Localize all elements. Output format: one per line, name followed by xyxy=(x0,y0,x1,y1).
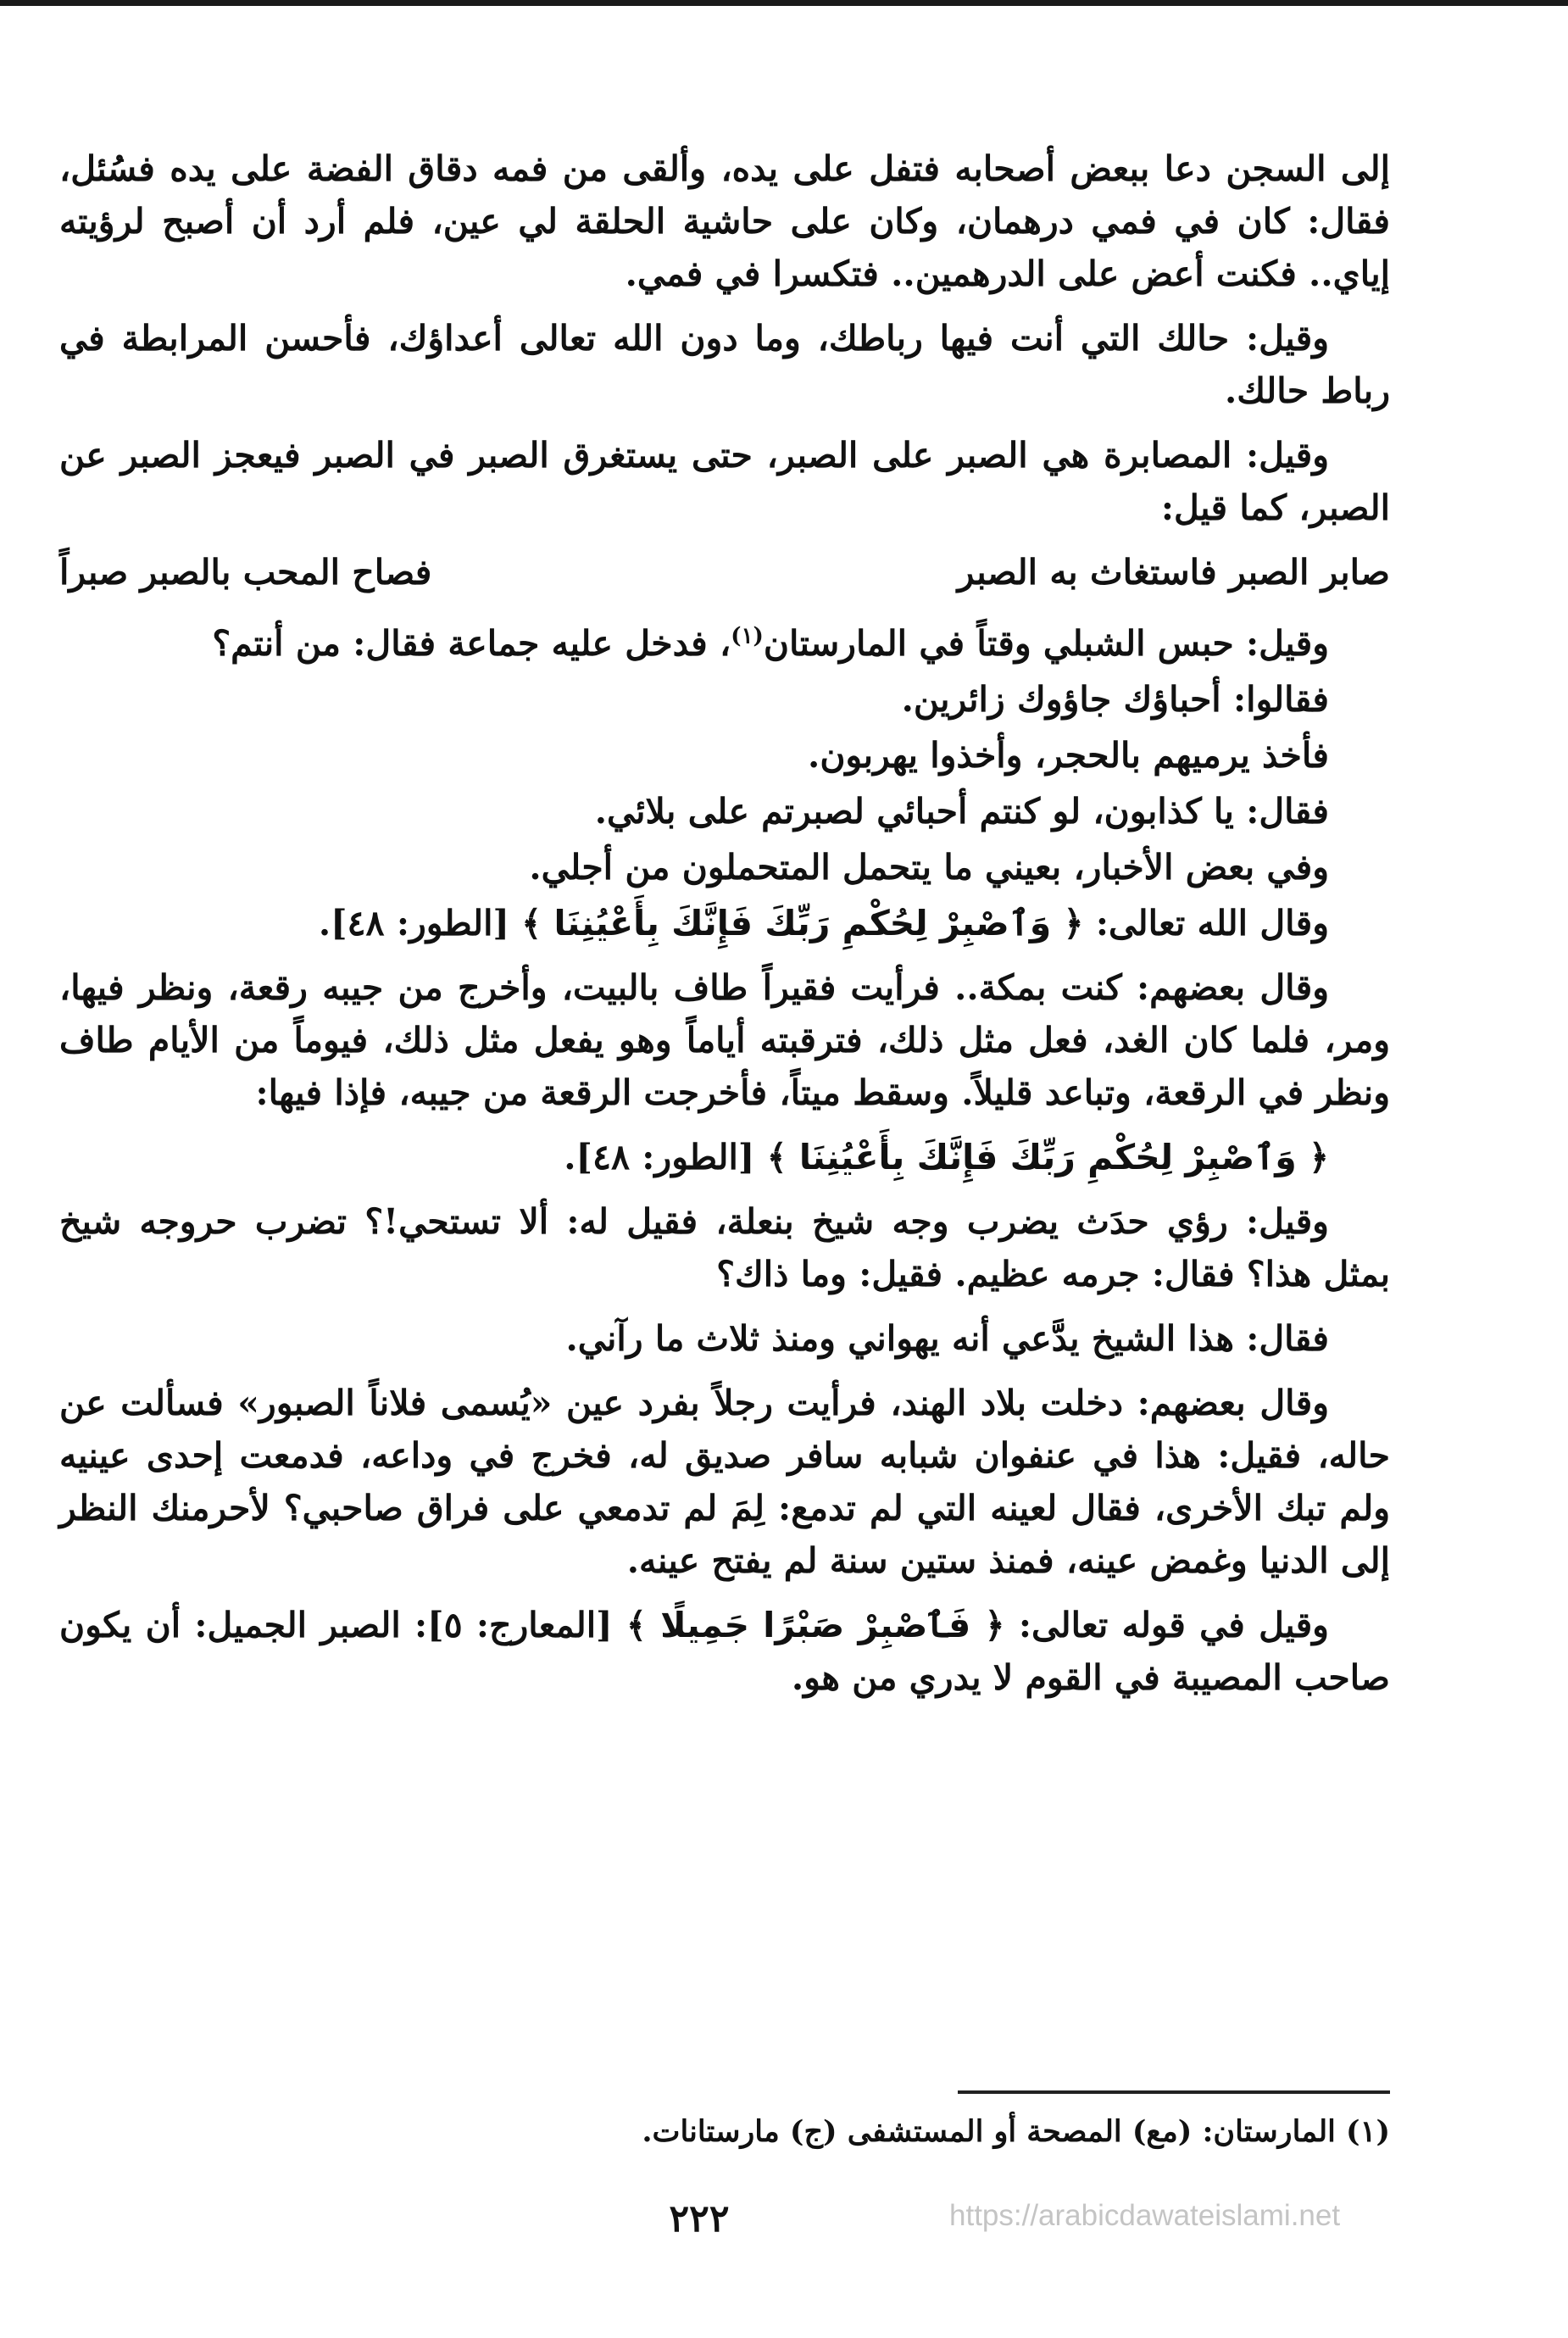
shibli-line-stones: فأخذ يرميهم بالحجر، وأخذوا يهربون. xyxy=(808,735,1329,776)
verse-first-hemistich: صابر الصبر فاستغاث به الصبر xyxy=(957,552,1390,593)
quran-verse: ﴿ وَٱصْبِرْ لِحُكْمِ رَبِّكَ فَإِنَّكَ بِأَعْيُنِنَا ﴾ xyxy=(521,903,1084,944)
shibli-line-akhbar: وفي بعض الأخبار، بعيني ما يتحمل المتحملون من أجلي. xyxy=(529,847,1329,888)
paragraph-musabara: وقيل: المصابرة هي الصبر على الصبر، حتى يستغرق الصبر في الصبر فيعجز الصبر عن الصبر، كما قيل: xyxy=(59,435,1390,528)
watermark-url: https://arabicdawateislami.net xyxy=(949,2199,1341,2232)
shibli-text-start: وقيل: حبس الشبلي وقتاً في المارستان xyxy=(763,623,1329,664)
paragraph-youth-reply: فقال: هذا الشيخ يدَّعي أنه يهواني ومنذ ثلاث ما رآني. xyxy=(565,1318,1329,1359)
paragraph-india: وقال بعضهم: دخلت بلاد الهند، فرأيت رجلاً بفرد عين «يُسمى فلاناً الصبور» فسألت عن حاله، فقيل: هذا في عنفوان شبابه سافر صديق له، فخرج في وداعه، فدمعت إحدى عينيه ولم تبك الأخرى، فقال لعينه التي لم تدمع: لِمَ لم تدمعي على فراق صاحبي؟ لأحرمنك النظر إلى الدنيا وغمض عينه، فمنذ ستين سنة لم يفتح عينه. xyxy=(59,1383,1390,1581)
poetry-verse xyxy=(59,546,1390,598)
aya-reference: [الطور: ٤٨]. xyxy=(564,1137,755,1177)
aya-reference: [الطور: ٤٨]. xyxy=(318,903,509,944)
paragraph-mecca: وقال بعضهم: كنت بمكة.. فرأيت فقيراً طاف بالبيت، وأخرج من جيبه رقعة، ونظر فيها، ومر، فلما كان الغد، فعل مثل ذلك، فترقبته أياماً وهو يفعل مثل ذلك، فيوماً من الأيام طاف ونظر في الرقعة، وتباعد قليلاً. وسقط ميتاً، فأخرجت الرقعة من جيبه، فإذا فيها: xyxy=(59,967,1390,1113)
shibli-line-aya xyxy=(59,897,1390,949)
quran-verse: ﴿ وَٱصْبِرْ لِحُكْمِ رَبِّكَ فَإِنَّكَ بِأَعْيُنِنَا ﴾ xyxy=(766,1137,1329,1177)
verse-second-hemistich: فصاح المحب بالصبر صبراً xyxy=(59,552,432,593)
closing-intro: وقيل في قوله تعالى: xyxy=(1018,1605,1329,1645)
footnote: (١) المارستان: (مع) المصحة أو المستشفى (ج) مارستانات. xyxy=(642,2114,1390,2149)
paragraph-prison: إلى السجن دعا ببعض أصحابه فتفل على يده، وألقى من فمه دقاق الفضة على يده فسُئل، فقال: كان في فمي درهمان، وكان على حاشية الحلقة لي عين، فلم أرد أن أصبح لرؤيته إياي.. فكنت أعض على الدرهمين.. فتكسرا في فمي. xyxy=(59,148,1390,294)
quran-verse: ﴿ فَٱصْبِرْ صَبْرًا جَمِيلًا ﴾ xyxy=(626,1605,1005,1645)
main-text-block xyxy=(59,142,1390,1716)
top-border-rule xyxy=(0,0,1568,6)
footnote-marker: (١) xyxy=(731,623,764,649)
aya-intro: وقال الله تعالى: xyxy=(1095,903,1329,944)
paragraph-youth: وقيل: رؤي حدَث يضرب وجه شيخ بنعلة، فقيل له: ألا تستحي!؟ تضرب حروجه شيخ بمثل هذا؟ فقال: جرمه عظيم. فقيل: وما ذاك؟ xyxy=(59,1201,1390,1294)
paragraph-ribat: وقيل: حالك التي أنت فيها رباطك، وما دون الله تعالى أعداؤك، فأحسن المرابطة في رباط حالك. xyxy=(59,318,1390,411)
shibli-line-liars: فقال: يا كذابون، لو كنتم أحبائي لصبرتم على بلائي. xyxy=(594,791,1329,832)
paragraph-shibli xyxy=(59,617,1390,670)
shibli-line-visitors: فقالوا: أحباؤك جاؤوك زائرين. xyxy=(901,679,1329,720)
paragraph-closing xyxy=(59,1599,1390,1704)
closing-text: الصبر الجميل: أن يكون صاحب المصيبة في القوم لا يدري من هو. xyxy=(59,1605,1390,1698)
mecca-aya-line xyxy=(59,1131,1390,1183)
page-number: ٢٢٢ xyxy=(669,2197,730,2241)
footnote-divider xyxy=(958,2090,1390,2094)
shibli-text-end: ، فدخل عليه جماعة فقال: من أنتم؟ xyxy=(212,623,731,664)
aya-reference: [المعارج: ٥]: xyxy=(414,1605,613,1645)
